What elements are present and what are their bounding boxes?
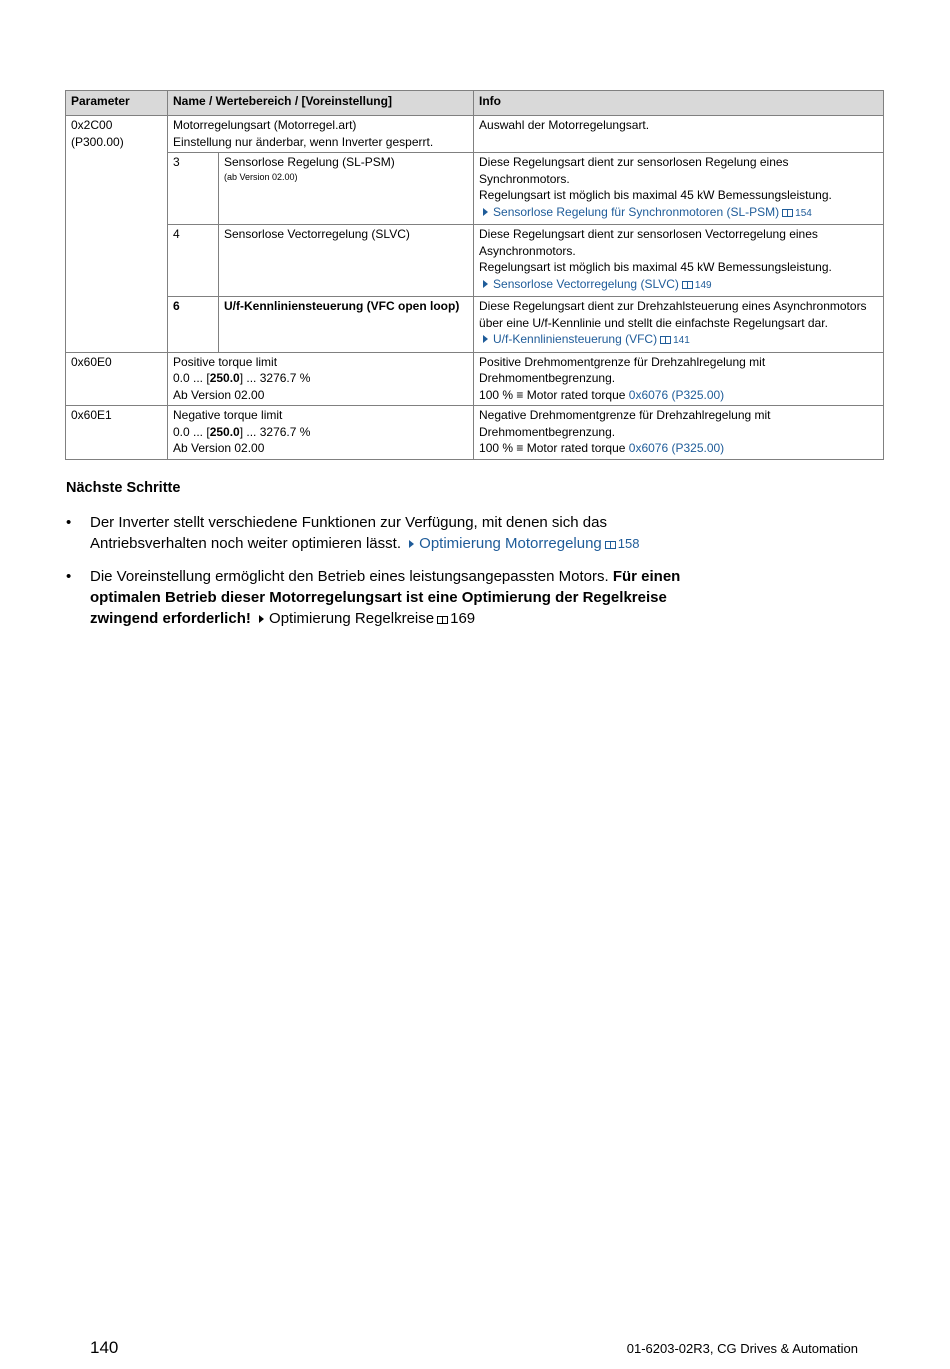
- option-label: Sensorlose Vectorregelung (SLVC): [224, 227, 410, 241]
- param-info: Positive Drehmomentgrenze für Drehzahlregelung mit Drehmomentbegrenzung.: [479, 354, 766, 385]
- bullet-icon: •: [66, 514, 72, 531]
- info-cell: [474, 352, 884, 406]
- ref-text: 100 % ≡ Motor rated torque: [479, 441, 629, 455]
- crossref-text: Sensorlose Vectorregelung (SLVC): [493, 276, 679, 291]
- param-name: Positive torque limit: [173, 354, 278, 369]
- option-number: 4: [168, 225, 219, 297]
- param-note: Einstellung nur änderbar, wenn Inverter gesperrt.: [173, 134, 434, 149]
- range-max: ] ... 3276.7 %: [239, 371, 311, 385]
- option-info-cell: [474, 153, 884, 225]
- table-row: [66, 153, 884, 225]
- param-id: 0x2C00: [71, 118, 113, 132]
- list-item-text: Die Voreinstellung ermöglicht den Betrieb eines leistungsangepassten Motors.: [90, 568, 609, 585]
- option-info-limit: Regelungsart ist möglich bis maximal 45 kW Bemessungsleistung.: [479, 260, 832, 274]
- list-item: [66, 566, 706, 629]
- name-cell: [168, 406, 474, 460]
- option-info: Diese Regelungsart dient zur Drehzahlsteuerung eines Asynchronmotors über eine U/f-Kennlinie und stellt die einfachste Regelungsart dar.: [479, 299, 867, 330]
- book-icon: [682, 281, 693, 289]
- option-number: 3: [168, 153, 219, 225]
- param-version: Ab Version 02.00: [173, 387, 265, 402]
- crossref-link[interactable]: [405, 535, 639, 552]
- param-info: Auswahl der Motorregelungsart.: [479, 118, 650, 132]
- triangle-right-icon: [409, 540, 414, 548]
- range-default: 250.0: [209, 371, 240, 385]
- table-row: [66, 352, 884, 406]
- param-name: Motorregelungsart (Motorregel.art): [173, 118, 357, 132]
- header-parameter: Parameter: [66, 91, 168, 116]
- option-label-cell: [219, 225, 474, 297]
- table-row: [66, 225, 884, 297]
- param-subid: (P300.00): [71, 134, 124, 149]
- table-row: [66, 406, 884, 460]
- param-range: [173, 370, 468, 387]
- crossref-text: Optimierung Regelkreise: [269, 610, 435, 627]
- ref-link[interactable]: 0x6076 (P325.00): [628, 387, 725, 402]
- document-id: 01-6203-02R3, CG Drives & Automation: [626, 1341, 858, 1356]
- crossref-link[interactable]: [479, 276, 878, 295]
- info-cell: [474, 116, 884, 153]
- crossref-link[interactable]: [479, 204, 878, 223]
- crossref-link[interactable]: [255, 610, 475, 627]
- crossref-page: 154: [795, 207, 812, 219]
- param-id: 0x60E0: [66, 352, 168, 406]
- param-cell: [66, 116, 168, 353]
- triangle-right-icon: [483, 335, 488, 343]
- param-info-ref: [479, 440, 878, 457]
- range-min: 0.0 ... [: [173, 424, 210, 439]
- triangle-right-icon: [259, 615, 264, 623]
- option-label-default: U/f-Kennliniensteuerung (VFC open loop): [224, 299, 460, 313]
- triangle-right-icon: [483, 208, 488, 216]
- page-number: 140: [90, 1338, 119, 1357]
- book-icon: [605, 541, 616, 549]
- crossref-page: 149: [694, 279, 712, 291]
- crossref-text: Sensorlose Regelung für Synchronmotoren (SL-PSM): [493, 204, 780, 219]
- table-row: [66, 297, 884, 353]
- option-info: Diese Regelungsart dient zur sensorlosen Vectorregelung eines Asynchronmotors.: [479, 227, 818, 258]
- table-header-row: [66, 91, 884, 116]
- crossref-link[interactable]: [479, 331, 878, 350]
- param-info-ref: [479, 387, 878, 404]
- option-info-cell: [474, 297, 884, 353]
- crossref-page: 158: [617, 536, 640, 551]
- option-info-limit: Regelungsart ist möglich bis maximal 45 kW Bemessungsleistung.: [479, 188, 832, 202]
- range-default: 250.0: [209, 424, 240, 439]
- crossref-text: Optimierung Motorregelung: [419, 535, 602, 552]
- parameter-table: [65, 90, 884, 460]
- header-info: Info: [474, 91, 884, 116]
- option-version-note: (ab Version 02.00): [224, 171, 298, 182]
- book-icon: [660, 336, 671, 344]
- list-item-text: Der Inverter stellt verschiedene Funktionen zur Verfügung, mit denen sich das Antriebsverhalten noch weiter optimieren lässt.: [90, 514, 607, 552]
- section-heading: Nächste Schritte: [66, 480, 181, 496]
- param-name: Negative torque limit: [173, 408, 283, 422]
- option-info-cell: [474, 225, 884, 297]
- triangle-right-icon: [483, 280, 488, 288]
- name-cell: [168, 352, 474, 406]
- ref-text: 100 % ≡ Motor rated torque: [479, 387, 629, 402]
- book-icon: [437, 616, 448, 624]
- name-cell: [168, 116, 474, 153]
- header-name: Name / Wertebereich / [Voreinstellung]: [168, 91, 474, 116]
- list-item-bold-text: Für einen optimalen Betrieb dieser Motorregelungsart ist eine Optimierung der Regelkreise zwingend erforderlich!: [90, 568, 681, 627]
- option-label-cell: [219, 297, 474, 353]
- param-id: 0x60E1: [66, 406, 168, 460]
- range-max: ] ... 3276.7 %: [239, 424, 311, 439]
- crossref-text: U/f-Kennliniensteuerung (VFC): [493, 332, 658, 346]
- crossref-page: 141: [673, 335, 690, 346]
- next-steps-list: [66, 512, 706, 641]
- param-version: Ab Version 02.00: [173, 441, 265, 455]
- option-number-default: 6: [168, 297, 219, 353]
- range-min: 0.0 ... [: [173, 371, 210, 385]
- param-info: Negative Drehmomentgrenze für Drehzahlregelung mit Drehmomentbegrenzung.: [479, 408, 771, 439]
- option-info: Diese Regelungsart dient zur sensorlosen Regelung eines Synchronmotors.: [479, 155, 789, 186]
- list-item: [66, 512, 706, 554]
- option-label-cell: [219, 153, 474, 225]
- crossref-page: 169: [450, 610, 476, 627]
- option-label: Sensorlose Regelung (SL-PSM): [224, 155, 395, 169]
- table-row: [66, 116, 884, 153]
- ref-link[interactable]: 0x6076 (P325.00): [628, 441, 725, 455]
- param-range: [173, 424, 468, 441]
- book-icon: [782, 209, 793, 217]
- bullet-icon: •: [66, 568, 72, 585]
- info-cell: [474, 406, 884, 460]
